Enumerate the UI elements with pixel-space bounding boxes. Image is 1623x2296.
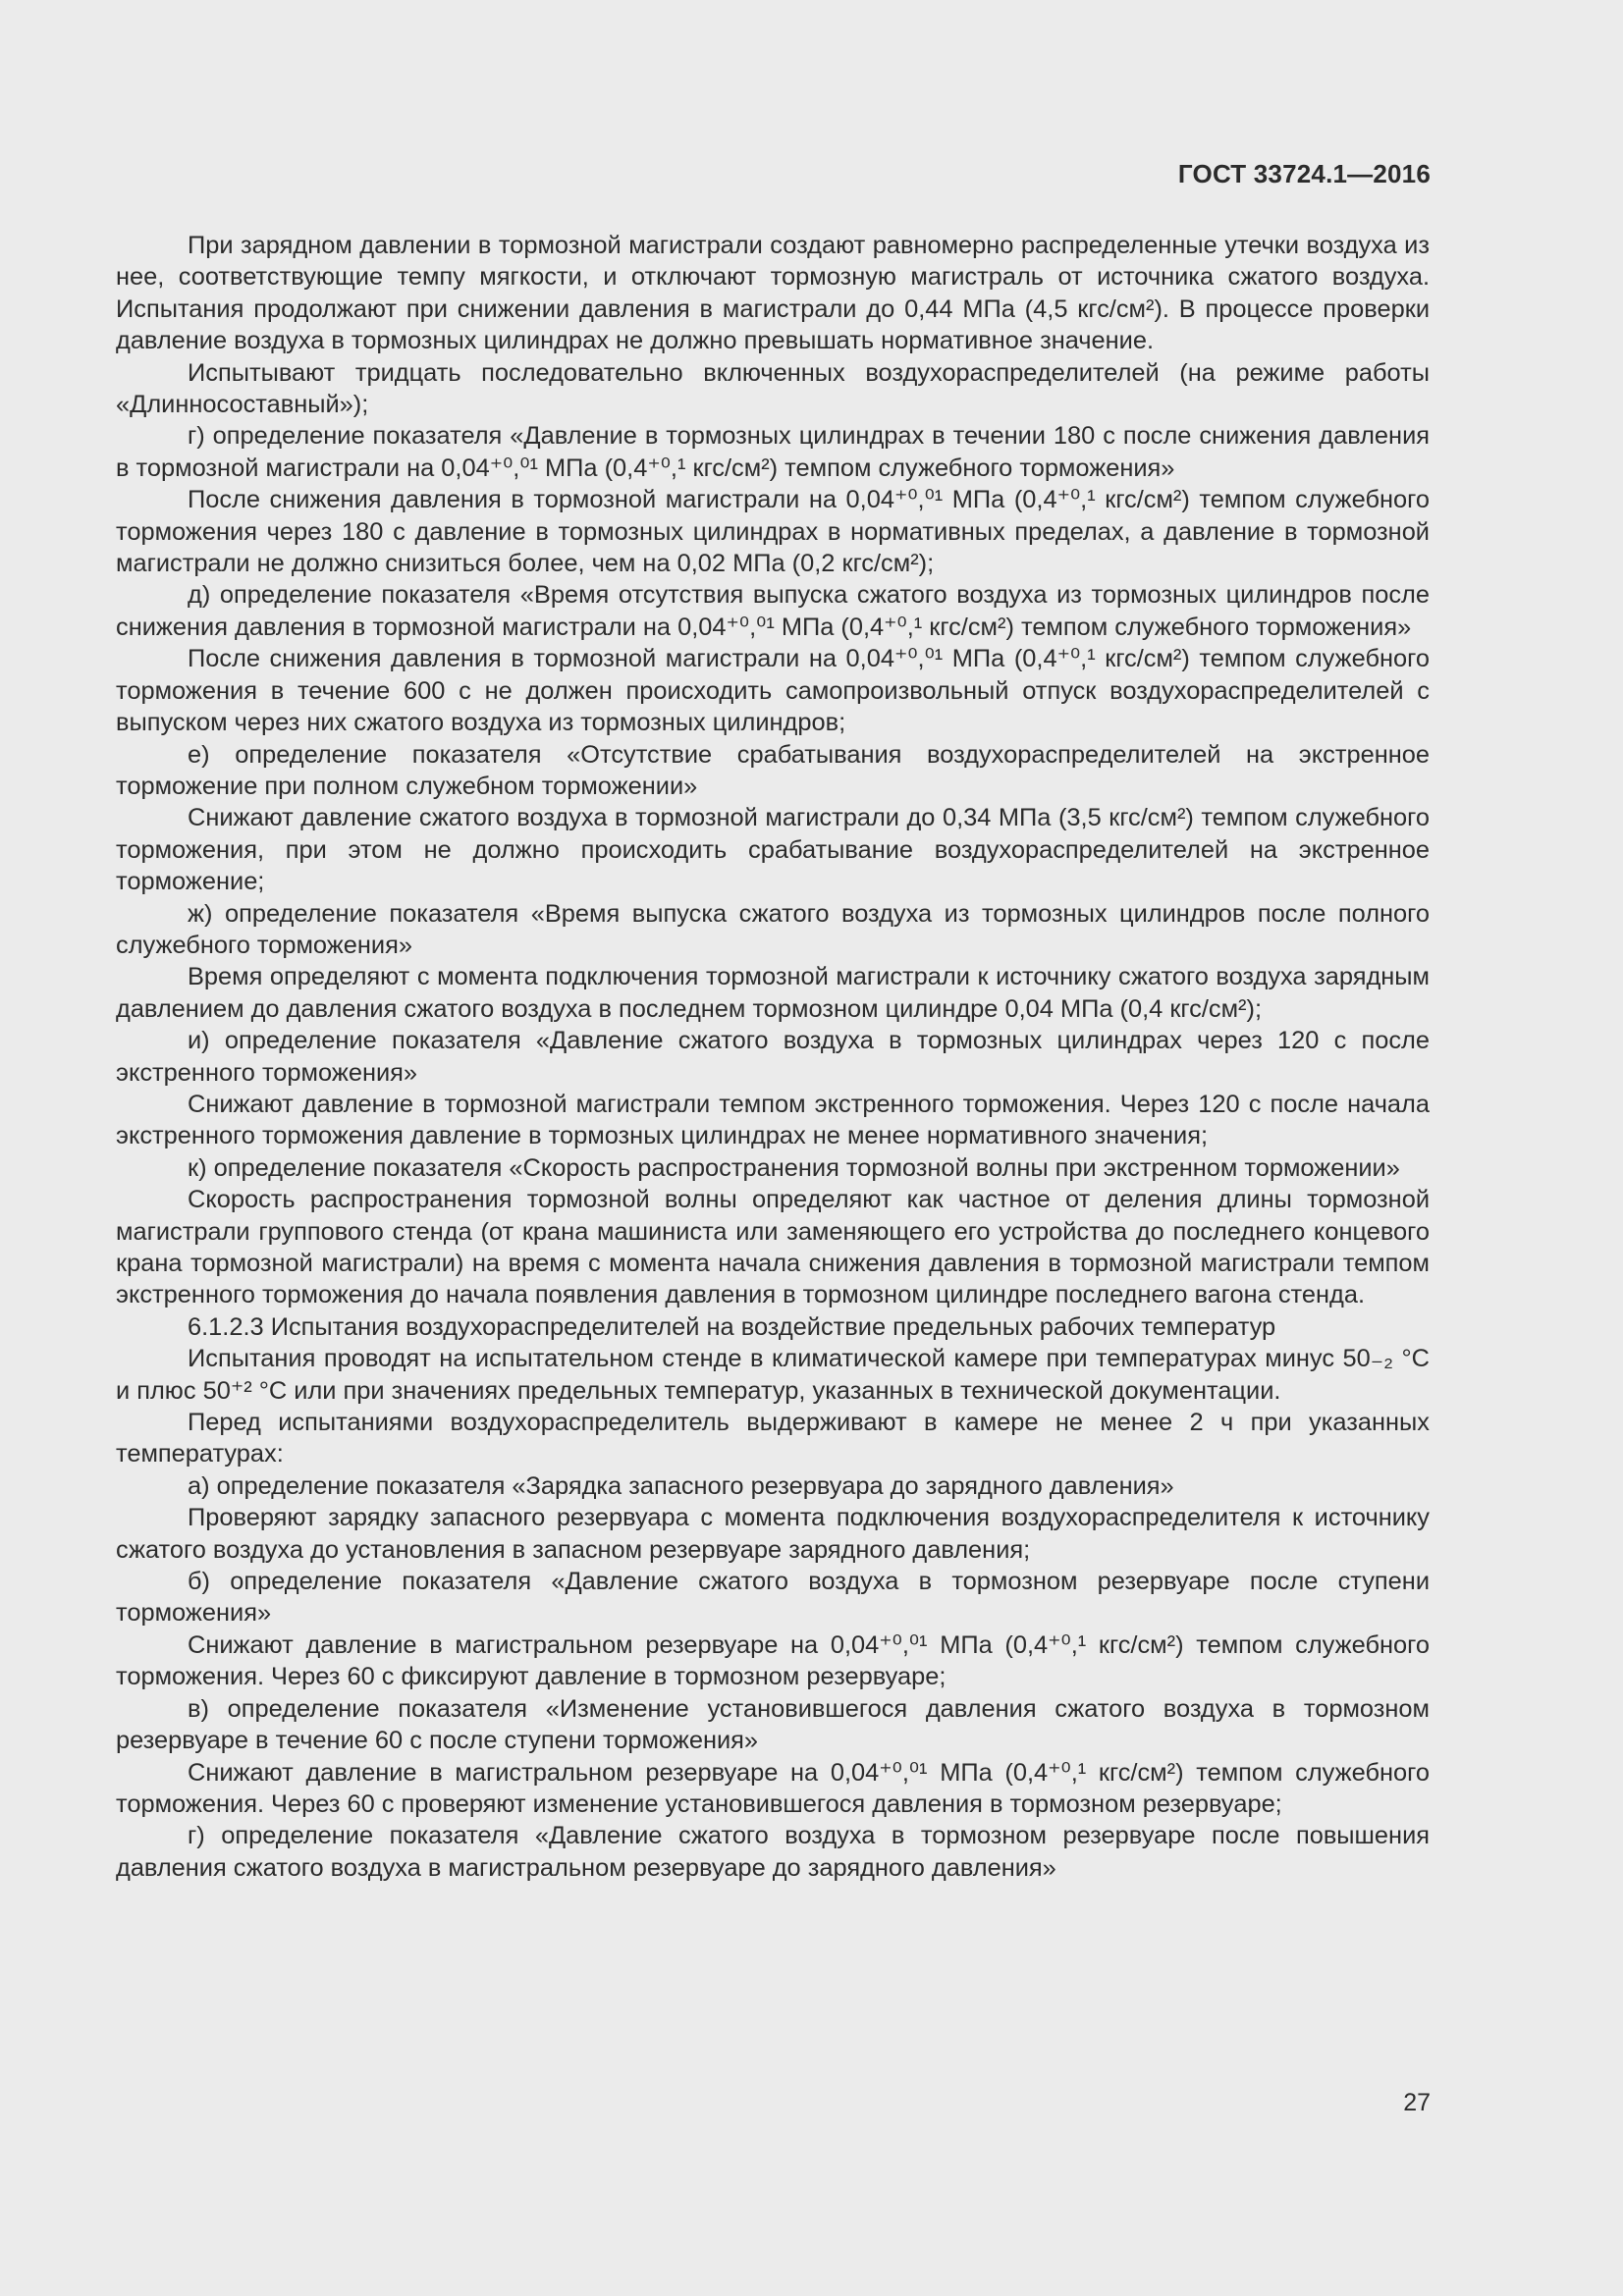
page-number: 27 [1403, 2089, 1431, 2116]
list-item: к) определение показателя «Скорость распространения тормозной волны при экстренном торможении» [188, 1153, 1400, 1182]
paragraph: Испытания проводят на испытательном стенде в климатической камере при температурах минус 50₋₂ °С и плюс 50⁺² °С или при значениях предельных температур, указанных в технической документации. [116, 1345, 1430, 1405]
paragraph: Скорость распространения тормозной волны определяют как частное от деления длины тормозной магистрали группового стенда (от крана машиниста или заменяющего его устройства до последнего концевого крана тормозной магистрали) на время с момента начала снижения давления в тормозной магистрали темпом экстренного торможения до начала появления давления в тормозном цилиндре последнего вагона стенда. [116, 1186, 1430, 1309]
list-item: ж) определение показателя «Время выпуска сжатого воздуха из тормозных цилиндров после полного служебного торможения» [116, 899, 1430, 959]
document-header: ГОСТ 33724.1—2016 [1177, 159, 1431, 188]
paragraph: После снижения давления в тормозной магистрали на 0,04⁺⁰,⁰¹ МПа (0,4⁺⁰,¹ кгс/см²) темпом служебного торможения через 180 с давление в тормозных цилиндрах в нормативных пределах, а давление в тормозной магистрали не должно снизиться более, чем на 0,02 МПа (0,2 кгс/см²); [116, 486, 1430, 578]
paragraph: Снижают давление в магистральном резервуаре на 0,04⁺⁰,⁰¹ МПа (0,4⁺⁰,¹ кгс/см²) темпом служебного торможения. Через 60 с проверяют изменение установившегося давления в тормозном резервуаре; [116, 1758, 1430, 1818]
paragraph: Перед испытаниями воздухораспределитель выдерживают в камере не менее 2 ч при указанных температурах: [116, 1409, 1430, 1468]
paragraph: Снижают давление в тормозной магистрали темпом экстренного торможения. Через 120 с после начала экстренного торможения давление в тормозных цилиндрах не менее нормативного значения; [116, 1090, 1430, 1150]
list-item: д) определение показателя «Время отсутствия выпуска сжатого воздуха из тормозных цилиндров после снижения давления в тормозной магистрали на 0,04⁺⁰,⁰¹ МПа (0,4⁺⁰,¹ кгс/см²) темпом служебного торможения» [116, 581, 1430, 641]
list-item: а) определение показателя «Зарядка запасного резервуара до зарядного давления» [188, 1471, 1174, 1500]
list-item: б) определение показателя «Давление сжатого воздуха в тормозном резервуаре после ступени торможения» [116, 1568, 1430, 1628]
paragraph: При зарядном давлении в тормозной магистрали создают равномерно распределенные утечки воздуха из нее, соответствующие темпу мягкости, и отключают тормозную магистраль от источника сжатого воздуха. Испытания продолжают при снижении давления в магистрали до 0,44 МПа (4,5 кгс/см²). В процессе проверки давление воздуха в тормозных цилиндрах не должно превышать нормативное значение. [116, 232, 1430, 355]
list-item: г) определение показателя «Давление сжатого воздуха в тормозном резервуаре после повышения давления сжатого воздуха в магистральном резервуаре до зарядного давления» [116, 1822, 1430, 1882]
list-item: в) определение показателя «Изменение установившегося давления сжатого воздуха в тормозном резервуаре в течение 60 с после ступени торможения» [116, 1694, 1430, 1755]
document-body [116, 230, 1430, 1884]
list-item: е) определение показателя «Отсутствие срабатывания воздухораспределителей на экстренное торможение при полном служебном торможении» [116, 740, 1430, 800]
paragraph: Испытывают тридцать последовательно включенных воздухораспределителей (на режиме работы «Длинносоставный»); [116, 358, 1430, 419]
paragraph: Время определяют с момента подключения тормозной магистрали к источнику сжатого воздуха зарядным давлением до давления сжатого воздуха в последнем тормозном цилиндре 0,04 МПа (0,4 кгс/см²); [116, 963, 1430, 1023]
list-item: г) определение показателя «Давление в тормозных цилиндрах в течении 180 с после снижения давления в тормозной магистрали на 0,04⁺⁰,⁰¹ МПа (0,4⁺⁰,¹ кгс/см²) темпом служебного торможения» [116, 422, 1430, 482]
paragraph: После снижения давления в тормозной магистрали на 0,04⁺⁰,⁰¹ МПа (0,4⁺⁰,¹ кгс/см²) темпом служебного торможения в течение 600 с не должен происходить самопроизвольный отпуск воздухораспределителей с выпуском через них сжатого воздуха из тормозных цилиндров; [116, 645, 1430, 737]
paragraph: Проверяют зарядку запасного резервуара с момента подключения воздухораспределителя к источнику сжатого воздуха до установления в запасном резервуаре зарядного давления; [116, 1504, 1430, 1564]
section-heading: 6.1.2.3 Испытания воздухораспределителей на воздействие предельных рабочих температур [188, 1312, 1276, 1341]
paragraph: Снижают давление сжатого воздуха в тормозной магистрали до 0,34 МПа (3,5 кгс/см²) темпом служебного торможения, при этом не должно происходить срабатывание воздухораспределителей на экстренное торможение; [116, 804, 1430, 896]
list-item: и) определение показателя «Давление сжатого воздуха в тормозных цилиндрах через 120 с после экстренного торможения» [116, 1027, 1430, 1087]
paragraph: Снижают давление в магистральном резервуаре на 0,04⁺⁰,⁰¹ МПа (0,4⁺⁰,¹ кгс/см²) темпом служебного торможения. Через 60 с фиксируют давление в тормозном резервуаре; [116, 1630, 1430, 1691]
